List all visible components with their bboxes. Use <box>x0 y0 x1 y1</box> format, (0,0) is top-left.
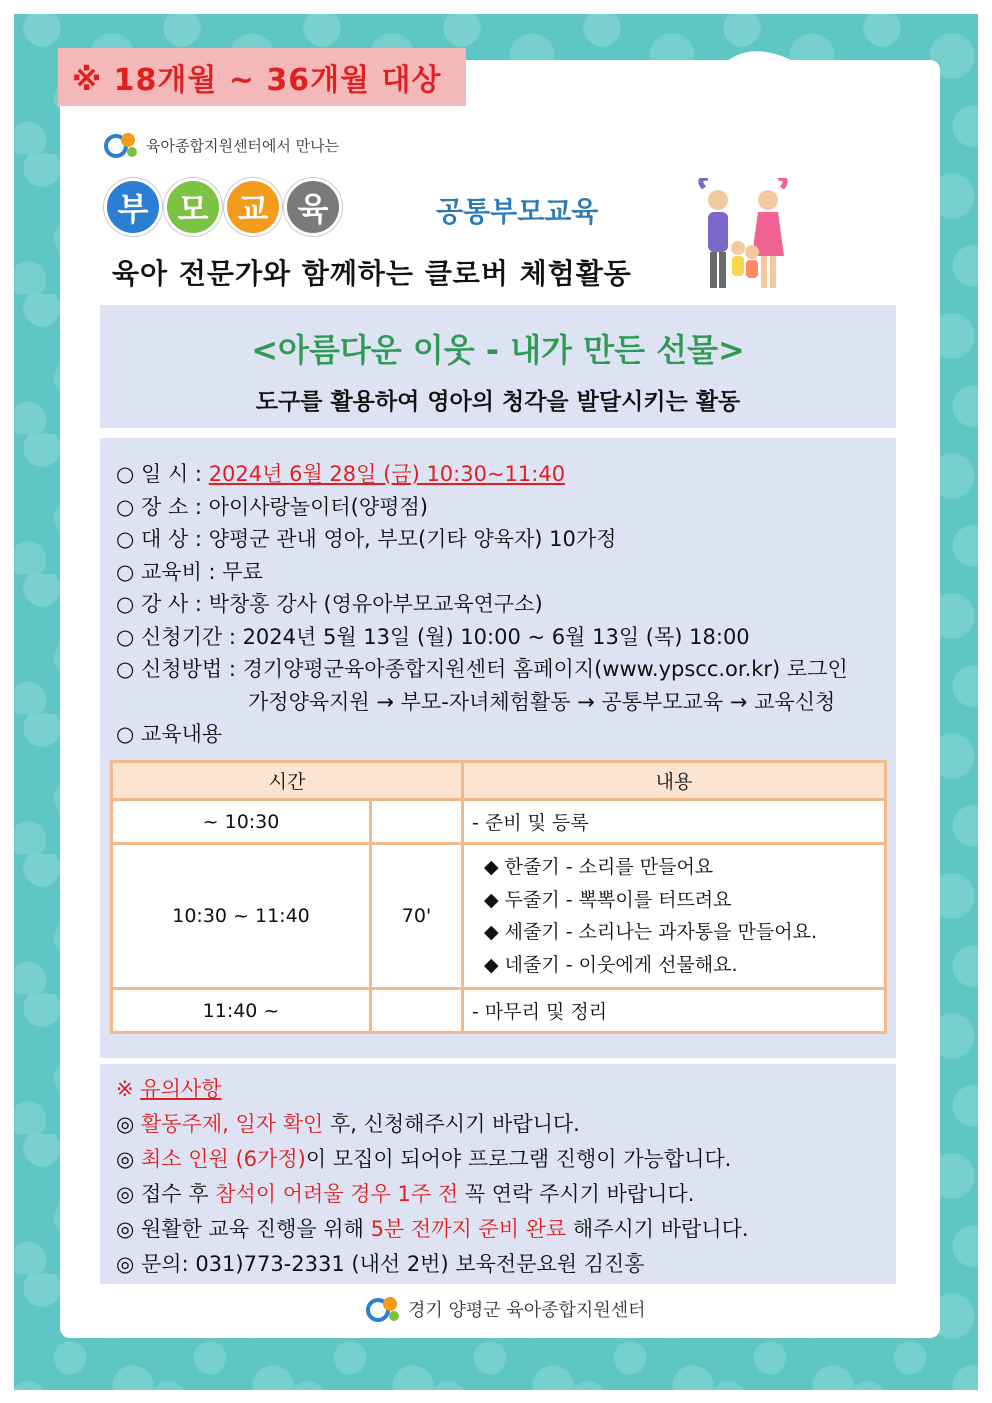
info-date-label: ○ 일 시 : <box>116 462 209 486</box>
footer <box>366 1292 646 1326</box>
header-time: 시간 <box>112 762 463 800</box>
program-title: <아름다운 이웃 - 내가 만든 선물> <box>251 331 745 369</box>
table-row <box>112 844 886 989</box>
footer-center-name: 경기 양평군 육아종합지원센터 <box>408 1300 646 1321</box>
notice-text: ◎ 접수 후 <box>116 1182 216 1206</box>
schedule-table <box>110 760 887 1034</box>
info-date <box>116 458 848 491</box>
program-description: 도구를 활용하여 영아의 청각을 발달시키는 활동 <box>255 389 741 415</box>
table-row <box>112 800 886 844</box>
row-duration: 70' <box>371 844 463 989</box>
target-age-tag: ※ 18개월 ~ 36개월 대상 <box>58 48 466 106</box>
notice-title-text: 유의사항 <box>140 1077 222 1101</box>
program-title-box <box>100 305 896 428</box>
notice-text: ◎ <box>116 1112 141 1136</box>
badge-bu: 부 <box>104 178 162 236</box>
notice-text: 해주시기 바랍니다. <box>566 1217 749 1241</box>
info-period: ○ 신청기간 : 2024년 5월 13일 (월) 10:00 ~ 6월 13일 (목) 18:00 <box>116 624 750 649</box>
notice-highlight: 5분 전까지 준비 완료 <box>370 1217 567 1241</box>
info-date-value: 2024년 6월 28일 (금) 10:30~11:40 <box>208 462 566 486</box>
info-method: ○ 신청방법 : 경기양평군육아종합지원센터 홈페이지(www.ypscc.or.kr) 로그인 <box>116 657 848 681</box>
program-info-box <box>100 438 896 1058</box>
info-fee: ○ 교육비 : 무료 <box>116 559 263 584</box>
info-target: ○ 대 상 : 양평군 관내 영아, 부모(기타 양육자) 10가정 <box>116 527 617 551</box>
table-header-row <box>112 762 886 800</box>
badge-yuk: 육 <box>284 178 342 236</box>
row-content <box>463 844 886 989</box>
notice-highlight: 최소 인원 (6가정) <box>141 1147 306 1171</box>
program-subtitle: 육아 전문가와 함께하는 클로버 체험활동 <box>112 257 632 290</box>
notice-item <box>116 1177 749 1212</box>
notice-title <box>116 1072 749 1107</box>
parent-education-badges <box>104 178 342 236</box>
activity-list <box>464 845 884 987</box>
notice-item <box>116 1142 749 1177</box>
family-illustration-icon <box>690 178 800 300</box>
notice-list <box>116 1072 749 1282</box>
info-place: ○ 장 소 : 아이사랑놀이터(양평점) <box>116 494 428 519</box>
notice-item <box>116 1212 749 1247</box>
notice-mark: ※ <box>116 1077 141 1101</box>
notice-text: ◎ 원활한 교육 진행을 위해 <box>116 1217 371 1241</box>
row-content: - 준비 및 등록 <box>463 800 886 844</box>
brand-header <box>104 128 339 162</box>
notice-text: ◎ <box>116 1147 141 1171</box>
notice-highlight: 참석이 어려울 경우 1주 전 <box>215 1182 459 1206</box>
row-duration <box>371 989 463 1033</box>
activity-item: ◆ 두줄기 - 뽁뽁이를 터뜨려요 <box>484 888 732 911</box>
center-logo-icon <box>104 128 140 162</box>
header-content: 내용 <box>463 762 886 800</box>
notice-text: 꼭 연락 주시기 바랍니다. <box>458 1182 695 1206</box>
notice-text: 후, 신청해주시기 바랍니다. <box>323 1112 580 1136</box>
notice-contact: ◎ 문의: 031)773-2331 (내선 2번) 보육전문요원 김진홍 <box>116 1252 645 1276</box>
notice-box <box>100 1064 896 1284</box>
notice-highlight: 활동주제, 일자 확인 <box>141 1112 324 1136</box>
row-time: 10:30 ~ 11:40 <box>112 844 371 989</box>
row-time: 11:40 ~ <box>112 989 371 1033</box>
info-content-label: ○ 교육내용 <box>116 722 223 746</box>
activity-item: ◆ 세줄기 - 소리나는 과자통을 만들어요. <box>484 921 818 943</box>
badge-gyo: 교 <box>224 178 282 236</box>
badge-mo: 모 <box>164 178 222 236</box>
notice-item <box>116 1107 749 1142</box>
row-content: - 마무리 및 정리 <box>463 989 886 1033</box>
activity-item: ◆ 한줄기 - 소리를 만들어요 <box>484 856 714 878</box>
info-lecturer: ○ 강 사 : 박창홍 강사 (영유아부모교육연구소) <box>116 592 543 616</box>
row-duration <box>371 800 463 844</box>
row-time: ~ 10:30 <box>112 800 371 844</box>
info-method-path: 가정양육지원 → 부모-자녀체험활동 → 공통부모교육 → 교육신청 <box>248 689 836 714</box>
center-logo-icon <box>366 1292 402 1326</box>
brand-text: 육아종합지원센터에서 만나는 <box>146 136 340 155</box>
notice-text: 이 모집이 되어야 프로그램 진행이 가능합니다. <box>305 1147 732 1171</box>
info-list <box>116 458 848 751</box>
activity-item: ◆ 네줄기 - 이웃에게 선물해요. <box>484 953 738 976</box>
common-parent-education-label: 공통부모교육 <box>436 195 599 228</box>
table-row <box>112 989 886 1033</box>
